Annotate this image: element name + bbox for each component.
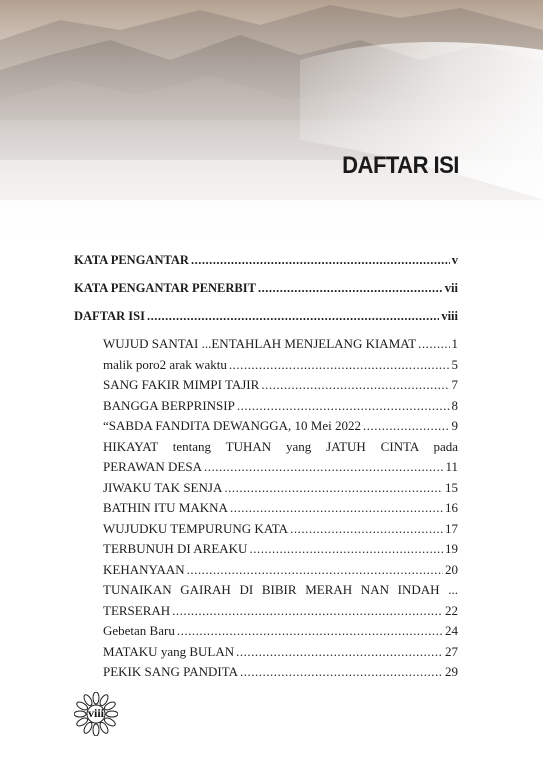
toc-entry-page: 5 bbox=[451, 357, 458, 372]
toc-entry-page: 22 bbox=[445, 603, 458, 618]
toc-leader-dots bbox=[224, 480, 443, 496]
toc-entry-title: BANGGA BERPRINSIP bbox=[103, 398, 235, 413]
toc-entry-title: “SABDA FANDITA DEWANGGA, 10 Mei 2022 bbox=[103, 418, 361, 433]
toc-entry-title: TUNAIKAN GAIRAH DI BIBIR MERAH NAN INDAH ... bbox=[103, 582, 458, 597]
toc-entry[interactable] bbox=[74, 252, 458, 268]
toc-entry[interactable] bbox=[103, 336, 458, 352]
toc-entry-page: 19 bbox=[445, 541, 458, 556]
toc-entry-title: KEHANYAAN bbox=[103, 562, 185, 577]
toc-entry-page: 11 bbox=[445, 459, 458, 474]
toc-leader-dots bbox=[236, 644, 443, 660]
toc-leader-dots bbox=[230, 500, 443, 516]
toc-entry[interactable] bbox=[103, 562, 458, 578]
toc-entry[interactable] bbox=[103, 480, 458, 496]
toc-entry[interactable] bbox=[74, 308, 458, 324]
toc-leader-dots bbox=[204, 459, 443, 475]
toc-leader-dots bbox=[418, 336, 449, 352]
toc-entry-page: 20 bbox=[445, 562, 458, 577]
toc-entry[interactable] bbox=[103, 418, 458, 434]
toc-entry-title: malik poro2 arak waktu bbox=[103, 357, 227, 372]
toc-entry[interactable] bbox=[103, 603, 458, 619]
page-number-ornament bbox=[74, 692, 118, 736]
toc-entry-page: v bbox=[451, 253, 458, 267]
toc-entry-page: 24 bbox=[445, 623, 458, 638]
toc-entry-page: viii bbox=[441, 309, 458, 323]
toc-entry-page: 9 bbox=[451, 418, 458, 433]
toc-leader-dots bbox=[249, 541, 443, 557]
page-number: viii bbox=[87, 706, 104, 720]
toc-entry-title: SANG FAKIR MIMPI TAJIR bbox=[103, 377, 260, 392]
toc-entry[interactable] bbox=[103, 439, 458, 455]
toc-entry-title: WUJUD SANTAI ...ENTAHLAH MENJELANG KIAMAT bbox=[103, 336, 417, 351]
toc-leader-dots bbox=[240, 664, 443, 680]
toc-entry-page: 16 bbox=[445, 500, 458, 515]
toc-entry-page: 17 bbox=[445, 521, 458, 536]
toc-entry-title: MATAKU yang BULAN bbox=[103, 644, 235, 659]
toc-entry-title: DAFTAR ISI bbox=[74, 309, 145, 323]
toc-entry-page: 27 bbox=[445, 644, 458, 659]
toc-entry-title: TERSERAH bbox=[103, 603, 171, 618]
toc-entry[interactable] bbox=[103, 459, 458, 475]
toc-leader-dots bbox=[191, 252, 450, 268]
toc-leader-dots bbox=[172, 603, 443, 619]
toc-entry-page: 8 bbox=[451, 398, 458, 413]
toc-entry-page: 29 bbox=[445, 664, 458, 679]
toc-entry-title: KATA PENGANTAR PENERBIT bbox=[74, 281, 256, 295]
toc-entry[interactable] bbox=[103, 377, 458, 393]
toc-entry-page: vii bbox=[444, 281, 458, 295]
toc-entry-title: TERBUNUH DI AREAKU bbox=[103, 541, 248, 556]
toc-entry-title: JIWAKU TAK SENJA bbox=[103, 480, 223, 495]
toc-leader-dots bbox=[229, 357, 450, 373]
toc-entry[interactable] bbox=[103, 500, 458, 516]
toc-entry-page: 1 bbox=[451, 336, 458, 351]
toc-entry[interactable] bbox=[103, 644, 458, 660]
toc-entry[interactable] bbox=[103, 541, 458, 557]
toc-leader-dots bbox=[147, 308, 439, 324]
toc-entry[interactable] bbox=[103, 521, 458, 537]
toc-entry-title: WUJUDKU TEMPURUNG KATA bbox=[103, 521, 289, 536]
toc-entry-title: Gebetan Baru bbox=[103, 623, 175, 638]
toc-entry[interactable] bbox=[103, 664, 458, 680]
toc-entry-title: BATHIN ITU MAKNA bbox=[103, 500, 228, 515]
toc-entry-title: HIKAYAT tentang TUHAN yang JATUH CINTA pada bbox=[103, 439, 458, 454]
toc-entry[interactable] bbox=[103, 582, 458, 598]
toc-leader-dots bbox=[261, 377, 449, 393]
toc-leader-dots bbox=[290, 521, 443, 537]
toc-entry[interactable] bbox=[103, 398, 458, 414]
toc-entry[interactable] bbox=[74, 280, 458, 296]
toc-entry[interactable] bbox=[103, 623, 458, 639]
toc-entry-title: KATA PENGANTAR bbox=[74, 253, 189, 267]
toc-leader-dots bbox=[258, 280, 443, 296]
page-title: DAFTAR ISI bbox=[342, 152, 459, 179]
toc-entry-page: 15 bbox=[445, 480, 458, 495]
toc-leader-dots bbox=[177, 623, 443, 639]
toc-entry-page: 7 bbox=[451, 377, 458, 392]
toc-leader-dots bbox=[187, 562, 443, 578]
toc-entry[interactable] bbox=[103, 357, 458, 373]
toc-entry-title: PEKIK SANG PANDITA bbox=[103, 664, 238, 679]
toc-leader-dots bbox=[237, 398, 450, 414]
toc-entry-title: PERAWAN DESA bbox=[103, 459, 202, 474]
toc-leader-dots bbox=[363, 418, 450, 434]
